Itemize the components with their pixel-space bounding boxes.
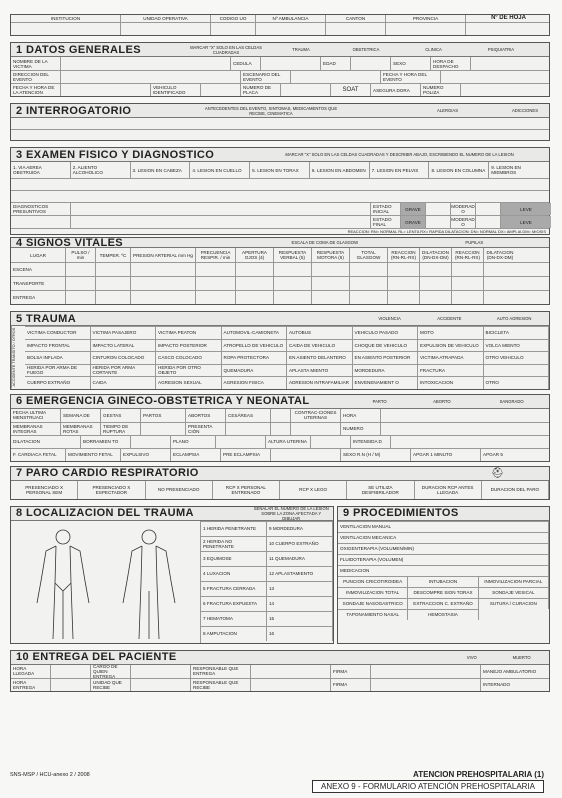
footer (10, 772, 550, 794)
paro-option-checkbox[interactable]: RCP X LEGO (280, 481, 347, 499)
lesion-type-item: 2 HERIDA NO PENETRANTE (201, 536, 267, 551)
row-label: ENTREGA (11, 291, 66, 304)
firma-label: FIRMA (331, 665, 371, 678)
sexo-rn-label: SEXO R.N (H / M) (341, 449, 411, 461)
trauma-option-checkbox[interactable]: INTOXICACION (418, 376, 484, 389)
unidad-recibe-label: UNIDAD QUE RECIBE (91, 679, 131, 691)
trauma-option-checkbox[interactable]: ENVENENAMIENT O (353, 376, 419, 389)
fecha-atencion-label: FECHA Y HORA DE LA ATENCION (11, 84, 61, 96)
semana-label: SEMANA DE (61, 409, 101, 422)
col-header: RESPUESTA MOTORA (6) (312, 248, 350, 262)
resp-entrega-label: RESPONSABLE QUE ENTREGA (191, 665, 251, 678)
paro-grid (11, 481, 549, 499)
cedula-field[interactable] (261, 57, 321, 70)
trauma-option-checkbox[interactable]: APLASTA MIENTO (287, 364, 353, 377)
institucion-field[interactable] (11, 23, 121, 35)
muerto-checkbox[interactable]: MUERTO (512, 654, 531, 660)
section-title: 1 DATOS GENERALES (16, 43, 141, 56)
procedimientos-grid (338, 576, 549, 620)
diagnosticos-label: DIAGNOSTICOS PRESUNTIVOS (11, 203, 71, 215)
membranas-label: MEMBRANAS INTEGRAS (11, 423, 61, 435)
grave-inicial-box[interactable]: GRAVE (401, 203, 426, 215)
institucion-label: INSTITUCION (11, 15, 121, 22)
trauma-option-checkbox[interactable] (484, 364, 550, 377)
form-page (10, 14, 550, 694)
escenario-field[interactable] (291, 71, 381, 83)
procedimiento-checkbox[interactable]: FLUIDOTERAPIA (VOLUMEN) (338, 554, 549, 565)
internado-checkbox[interactable]: INTERNADO (483, 682, 511, 687)
procedimiento-checkbox[interactable]: DESCOMPRE SION TORAX (408, 587, 478, 598)
firma-label: FIRMA (331, 679, 371, 691)
cuello-checkbox[interactable]: 4. LESION EN CUELLO (190, 162, 250, 178)
lesion-type-item: 9 MORDEDURA (267, 521, 333, 536)
col-header: FRECUENCIA RESPIR. / min (196, 248, 236, 262)
cargo-label: CARGO DE QUIEN ENTREGA (91, 665, 131, 678)
body-outline-icon (11, 521, 201, 643)
adicciones-label: ADICCIONES (511, 108, 538, 113)
procedimiento-checkbox[interactable]: INTUBACION (408, 576, 478, 587)
abortos-label: ABORTOS (186, 409, 226, 422)
trauma-option-checkbox[interactable]: IMPACTO POSTERIOR (156, 339, 222, 352)
section-title: 10 ENTREGA DEL PACIENTE (16, 651, 177, 663)
trauma-option-checkbox[interactable]: MORDEDURA (353, 364, 419, 377)
col-header: RESPUESTA VERBAL (5) (274, 248, 312, 262)
examen-line[interactable] (11, 178, 549, 190)
moderado-inicial-box[interactable]: MODERAD O (451, 204, 475, 214)
lesion-type-item: 8 AMPUTACION (201, 626, 267, 641)
row-label: ESCENA (11, 263, 66, 276)
paro-section (10, 466, 550, 500)
provincia-label: PROVINCIA (386, 15, 466, 22)
hora-entrega-label: HORA ENTREGA (11, 679, 51, 691)
aborto-checkbox[interactable]: ABORTO (433, 398, 451, 404)
apgar1-label: APGAR 1 MINUTO (411, 449, 481, 461)
antecedentes-label: ANTECEDENTES DEL EVENTO, SINTOMAS, MEDICAMENTOS QUE RECIBE, CINEMATICA (204, 105, 338, 116)
intensidad-label: INTENSIDA D (351, 436, 391, 448)
aliento-checkbox[interactable]: 2. ALIENTO ALCOHOLICO (71, 162, 131, 178)
trauma-option-checkbox[interactable]: EXPULSION DE VEHICULO (418, 339, 484, 352)
paro-option-checkbox[interactable]: PRESENCIADO X ESPECTADOR (78, 481, 145, 499)
clinica-checkbox[interactable]: CLINICA (425, 47, 442, 52)
lesion-type-item: 3 EQUIMOSE (201, 551, 267, 566)
heart-icon: ⛑ (491, 467, 504, 479)
poliza-label: NUMERO POLIZA (421, 84, 461, 96)
procedimiento-checkbox[interactable]: TAPONAMIENTO NASAL (338, 609, 408, 620)
hoja-label: Nº DE HOJA (491, 15, 526, 21)
interrogatorio-line[interactable] (11, 118, 549, 129)
procedimiento-checkbox[interactable]: HEMOSTASIA (408, 609, 478, 620)
section-note: MARCAR "X" SOLO EN LAS CELDAS CUADRADAS Y DESCRIBIR ABAJO, ESCRIBIENDO EL NUMERO DE LA LESION (285, 152, 514, 157)
leve-final-box[interactable]: LEVE (501, 216, 551, 228)
procedimiento-checkbox[interactable]: SUTURA / CURACION (479, 598, 549, 609)
col-header: REACCION (RN-RL-RX) (452, 248, 484, 262)
torax-checkbox[interactable]: 5. LESION EN TORAX (250, 162, 310, 178)
expulsivo-checkbox[interactable]: EXPULSIVO (121, 449, 171, 461)
trauma-section (10, 311, 550, 390)
procedimiento-checkbox[interactable]: INMOVILIZACION PARCIAL (479, 576, 549, 587)
section-note: SEÑALAR EL NUMERO DE LA LESION SOBRE LA ZONA AFECTADA Y DIBUJAR (253, 505, 329, 521)
canton-label: CANTON (326, 15, 386, 22)
trauma-option-checkbox[interactable]: ATROPELLO DE VEHICULO (222, 339, 288, 352)
trauma-option-checkbox[interactable]: CUERPO EXTRAÑO (25, 376, 91, 389)
placa-field[interactable] (281, 84, 331, 96)
fecha-evento-field[interactable] (441, 71, 551, 83)
lesion-type-item: 1 HERIDA PENETRANTE (201, 521, 267, 536)
eclampsia-checkbox[interactable]: ECLAMPSIA (171, 449, 221, 461)
col-header: LUGAR (11, 248, 66, 262)
procedimiento-checkbox[interactable]: INMOVILIZACION TOTAL (338, 587, 408, 598)
fecha-atencion-field[interactable] (61, 84, 151, 96)
hora-despacho-field[interactable] (471, 57, 551, 70)
codigo-label: CODIGO UO (211, 15, 256, 22)
section-title: 2 INTERROGATORIO (16, 104, 132, 117)
trauma-option-checkbox[interactable]: IMPACTO LATERAL (91, 339, 157, 352)
lesion-type-item: 6 FRACTURA EXPUESTA (201, 596, 267, 611)
lesion-type-item: 12 APLASTAMIENTO (267, 566, 333, 581)
accidente-checkbox[interactable]: ACCIDENTE (437, 316, 462, 321)
nombre-field[interactable] (61, 57, 231, 70)
soat-label: SOAT (331, 84, 371, 96)
col-header: APERTURA OJOS (4) (236, 248, 274, 262)
section-title: 6 EMERGENCIA GINECO-OBSTETRICA Y NEONATAL (16, 395, 310, 407)
provincia-field[interactable] (386, 23, 466, 35)
movimiento-label: MOVIMIENTO FETAL (66, 449, 121, 461)
alergias-label: ALERGIAS (437, 108, 458, 113)
interrogatorio-section (10, 103, 550, 141)
lesion-type-item: 16 (267, 626, 333, 641)
violencia-checkbox[interactable]: VIOLENCIA (378, 316, 401, 321)
rotas-label: MEMBRANAS ROTAS (61, 423, 101, 435)
lesion-type-item: 7 HEMATOMA (201, 611, 267, 626)
datos-generales-section (10, 42, 550, 97)
numero-label: NUMERO (341, 423, 381, 435)
vehiculo-field[interactable] (201, 84, 241, 96)
trauma-option-checkbox[interactable]: AGRESION SEXUAL (156, 376, 222, 389)
diagnosticos-field[interactable] (71, 203, 371, 215)
apgar5-label: APGAR 5 (483, 452, 503, 457)
localizacion-section (10, 506, 334, 644)
lesion-type-item: 14 (267, 596, 333, 611)
trauma-option-checkbox[interactable]: BOLSA INFLADA (25, 351, 91, 364)
procedimiento-checkbox[interactable]: PUNCION CRICOTIROIDEA (338, 576, 408, 587)
transito-side-label: ACCIDENTE TRANSITO / OTROS (11, 326, 25, 389)
cedula-label: CEDULA (231, 57, 261, 70)
trauma-option-checkbox[interactable]: ROPA PROTECTORA (222, 351, 288, 364)
edad-field[interactable] (351, 57, 391, 70)
paro-option-checkbox[interactable]: PRESENCIADO X PERSONAL SEM (11, 481, 78, 499)
lesion-type-item: 13 (267, 581, 333, 596)
section-title: 4 SIGNOS VITALES (16, 236, 124, 249)
trauma-option-checkbox[interactable]: QUEMADURA (222, 364, 288, 377)
trauma-option-checkbox[interactable]: HERIDA POR ARMA CORTANTE (91, 364, 157, 377)
examen-line[interactable] (11, 190, 549, 202)
via-aerea-checkbox[interactable]: 1. VIA AEREA OBSTRUIDA (11, 162, 71, 178)
row-label: TRANSPORTE (11, 277, 66, 290)
col-header: TOTAL GLASGOW (350, 248, 388, 262)
psiquiatria-checkbox[interactable]: PSIQUIATRIA (487, 47, 515, 52)
procedimientos-section (337, 506, 550, 644)
sangrado-checkbox[interactable]: SANGRADO (499, 398, 524, 404)
partos-label: PARTOS (141, 409, 186, 422)
canton-field[interactable] (326, 23, 386, 35)
col-header: TEMPER. ºC (96, 248, 131, 262)
contracciones-label: CONTRAC-CIONES UTERINAS (291, 409, 341, 422)
trauma-option-checkbox[interactable]: HERIDA POR OTRO OBJETO (156, 364, 222, 377)
fecha-evento-label: FECHA Y HORA DEL EVENTO (381, 71, 441, 83)
paro-option-checkbox[interactable]: RCP X PERSONAL ENTRENADO (213, 481, 280, 499)
miembros-checkbox[interactable]: 9. LESION EN MIEMBROS (491, 165, 521, 175)
trauma-option-checkbox[interactable]: EN ASIENTO DELANTERO (287, 351, 353, 364)
paro-option-checkbox[interactable]: DURACION DEL PARO (482, 481, 549, 499)
lesion-type-item: 11 QUEMADURA (267, 551, 333, 566)
borramiento-label: BORRAMIEN TO (81, 436, 131, 448)
sexo-label: SEXO (391, 57, 431, 70)
trauma-option-checkbox[interactable]: ADRESION INTRAFAMILIAR (287, 376, 353, 389)
codigo-field[interactable] (211, 23, 256, 35)
atencion-title: ATENCION PREHOSPITALARIA (1) (413, 770, 544, 779)
altura-label: ALTURA UTERINA (266, 436, 311, 448)
trauma-option-checkbox[interactable]: VICTIMA ATRAPADA (418, 351, 484, 364)
estado-final-label: ESTADO FINAL (371, 216, 401, 228)
reaccion-legend: REACCION: RN= NORMAL RL= LENTA RX= RAPIDA DILATACION: DN= NORMAL DX= AMPLIA DM= MIOSIS (11, 228, 549, 234)
paro-option-checkbox[interactable]: NO PRESENCIADO (146, 481, 213, 499)
trauma-procedimientos-row (10, 506, 550, 646)
section-title: 3 EXAMEN FISICO Y DIAGNOSTICO (16, 148, 215, 161)
escenario-label: ESCENARIO DEL EVENTO (241, 71, 291, 83)
direccion-label: DIRECCION DEL EVENTO (11, 71, 61, 83)
section-note: MARCAR "X" SOLO EN LAS CELDAS CUADRADAS (190, 44, 262, 55)
hoja-field[interactable] (466, 23, 551, 35)
procedimiento-checkbox[interactable]: SONDAJE NASOGASTRICO (338, 598, 408, 609)
trauma-option-checkbox[interactable]: AGRESION FISICA (222, 376, 288, 389)
hora-label: HORA (341, 409, 381, 422)
cesareas-label: CESÁREAS (226, 409, 271, 422)
ambulancia-label: Nº AMBULANCIA (256, 15, 326, 22)
obstetrica-checkbox[interactable]: OBSTETRICA (352, 47, 380, 52)
interrogatorio-line[interactable] (11, 129, 549, 140)
abdomen-checkbox[interactable]: 6. LESION EN ABDOMEN (310, 162, 370, 178)
section-title: 8 LOCALIZACION DEL TRAUMA (16, 507, 194, 519)
trauma-option-checkbox[interactable]: FRACTURA (418, 364, 484, 377)
header-section (10, 14, 550, 36)
aseguradora-label: ASEGURA DORA (371, 84, 421, 96)
trauma-option-checkbox[interactable]: CHOQUE DE VEHICULO (353, 339, 419, 352)
glasgow-label: ESCALA DE COMA DE GLASGOW (291, 240, 359, 245)
trauma-option-checkbox[interactable]: BICICLETA (484, 326, 550, 339)
section-title: 5 TRAUMA (16, 312, 77, 325)
parto-checkbox[interactable]: PARTO (372, 398, 387, 404)
trauma-option-checkbox[interactable]: CINTURON COLOCADO (91, 351, 157, 364)
resp-recibe-label: RESPONSABLE QUE RECIBE (191, 679, 251, 691)
trauma-option-checkbox[interactable]: MOTO (418, 326, 484, 339)
paro-option-checkbox[interactable]: DURACION RCP ANTES LLEGADA (415, 481, 482, 499)
lesion-legend (201, 521, 333, 643)
trauma-option-checkbox[interactable]: CAIDA DE VEHICULO (287, 339, 353, 352)
hora-despacho-label: HORA DE DESPACHO (431, 57, 471, 70)
edad-label: EDAD (321, 57, 351, 70)
fum-label: FECHA ULTIMA MENSTRUACI (11, 409, 61, 422)
trauma-option-checkbox[interactable]: HERIDA POR ARMA DE FUEGO (25, 364, 91, 377)
vehiculo-label: VEHICULO IDENTIFICADO (151, 84, 201, 96)
col-header: REACCION (RN-RL-RX) (388, 248, 420, 262)
procedimientos-list (338, 521, 549, 576)
col-header: DILATACION (DN-DX-DM) (420, 248, 452, 262)
gestas-label: GESTAS (101, 409, 141, 422)
lesion-type-item: 15 (267, 611, 333, 626)
section-title: 9 PROCEDIMIENTOS (343, 507, 459, 519)
dilatacion-label: DILATACION (11, 436, 81, 448)
trauma-option-checkbox[interactable]: AUTOMOVIL-CAMIONETA (222, 326, 288, 339)
trauma-option-checkbox[interactable]: AUTOBUS (287, 326, 353, 339)
grave-final-box[interactable]: GRAVE (401, 216, 426, 228)
unidad-label: UNIDAD OPERATIVA (121, 15, 211, 22)
poliza-field[interactable] (461, 84, 561, 96)
trauma-option-checkbox[interactable]: OTRO (484, 376, 550, 389)
hora-llegada-label: HORA LLEGADA (11, 665, 51, 678)
plano-label: PLANO (171, 436, 216, 448)
form-code: SNS-MSP / HCU-anexo 2 / 2008 (10, 772, 90, 778)
trauma-option-checkbox[interactable]: VEHICULO PASADO (353, 326, 419, 339)
autoagresion-checkbox[interactable]: AUTO AGRESION (496, 316, 532, 321)
entrega-section (10, 650, 550, 692)
trauma-option-checkbox[interactable]: CAIDA (91, 376, 157, 389)
body-diagram[interactable] (11, 521, 201, 643)
moderado-final-box[interactable]: MODERAD O (451, 217, 475, 227)
diagnosticos-field[interactable] (71, 216, 371, 228)
trauma-option-checkbox[interactable]: EN ASIENTO POSTERIOR (353, 351, 419, 364)
trauma-option-checkbox[interactable]: VICTIMA CONDUCTOR (25, 326, 91, 339)
cabeza-checkbox[interactable]: 3. LESION EN CABEZA (131, 162, 191, 178)
preeclampsia-checkbox[interactable]: PRE ECLAMPSIA (221, 449, 271, 461)
direccion-field[interactable] (61, 71, 241, 83)
section-title: 7 PARO CARDIO RESPIRATORIO (16, 467, 199, 479)
tiempo-label: TIEMPO DE RUPTURA (101, 423, 141, 435)
trauma-option-checkbox[interactable]: VICTIMA PASAJERO (91, 326, 157, 339)
procedimiento-checkbox[interactable]: VENTILACION MECANICA (338, 532, 549, 543)
nombre-label: NOMBRE DE LA VICTIMA (11, 57, 61, 70)
trauma-checkbox[interactable]: TRAUMA (292, 47, 310, 52)
estado-inicial-label: ESTADO INICIAL (371, 203, 401, 215)
pupilas-label: PUPILAS (465, 240, 484, 245)
col-header: DILATACION (DN-DX-DM) (486, 250, 514, 260)
procedimiento-checkbox[interactable]: EXTRACCION C. EXTRAÑO (408, 598, 478, 609)
procedimiento-checkbox[interactable]: MEDICACION (338, 565, 549, 576)
placa-label: NUMERO DE PLACA (241, 84, 281, 96)
columna-checkbox[interactable]: 8. LESION EN COLUMNA (429, 162, 489, 178)
lesion-type-item: 5 FRACTURA CERRADA (201, 581, 267, 596)
trauma-option-checkbox[interactable]: VOLCA MIENTO (484, 339, 550, 352)
unidad-field[interactable] (121, 23, 211, 35)
trauma-option-checkbox[interactable]: IMPACTO FRONTAL (25, 339, 91, 352)
trauma-option-checkbox[interactable]: OTRO VEHICULO (484, 351, 550, 364)
ambulancia-field[interactable] (256, 23, 326, 35)
procedimiento-checkbox[interactable]: OXIGENTERAPIA (VOLUMEN/MIN) (338, 543, 549, 554)
manejo-checkbox[interactable]: MANEJO AMBULATORIO (483, 668, 537, 674)
signos-vitales-section (10, 237, 550, 305)
lesion-type-item: 10 CUERPO EXTRAÑO (267, 536, 333, 551)
anexo-label: ANEXO 9 - FORMULARIO ATENCIÓN PREHOSPITALARIA (312, 780, 544, 793)
trauma-option-checkbox[interactable]: VICTIMA PEATON (156, 326, 222, 339)
leve-inicial-box[interactable]: LEVE (501, 203, 551, 215)
fcf-label: F. CARDIACA FETAL (11, 449, 66, 461)
gineco-section (10, 394, 550, 462)
lesion-type-item: 4 LUXACION (201, 566, 267, 581)
paro-option-checkbox[interactable]: SE UTILIZA DESFIBRILADOR (347, 481, 414, 499)
procedimiento-checkbox[interactable]: VENTILACION MANUAL (338, 521, 549, 532)
trauma-option-checkbox[interactable]: CASCO COLOCADO (156, 351, 222, 364)
trauma-grid (25, 326, 549, 389)
col-header: PRESION ARTERIAL mm Hg (131, 248, 196, 262)
examen-fisico-section (10, 147, 550, 235)
presentacion-label: PRESENTA CIÓN (186, 423, 226, 435)
procedimiento-checkbox[interactable]: SONDAJE VESICAL (479, 587, 549, 598)
pelvis-checkbox[interactable]: 7. LESION EN PELVIS (370, 162, 430, 178)
col-header: PULSO / min (66, 248, 96, 262)
vivo-checkbox[interactable]: VIVO (466, 654, 477, 660)
